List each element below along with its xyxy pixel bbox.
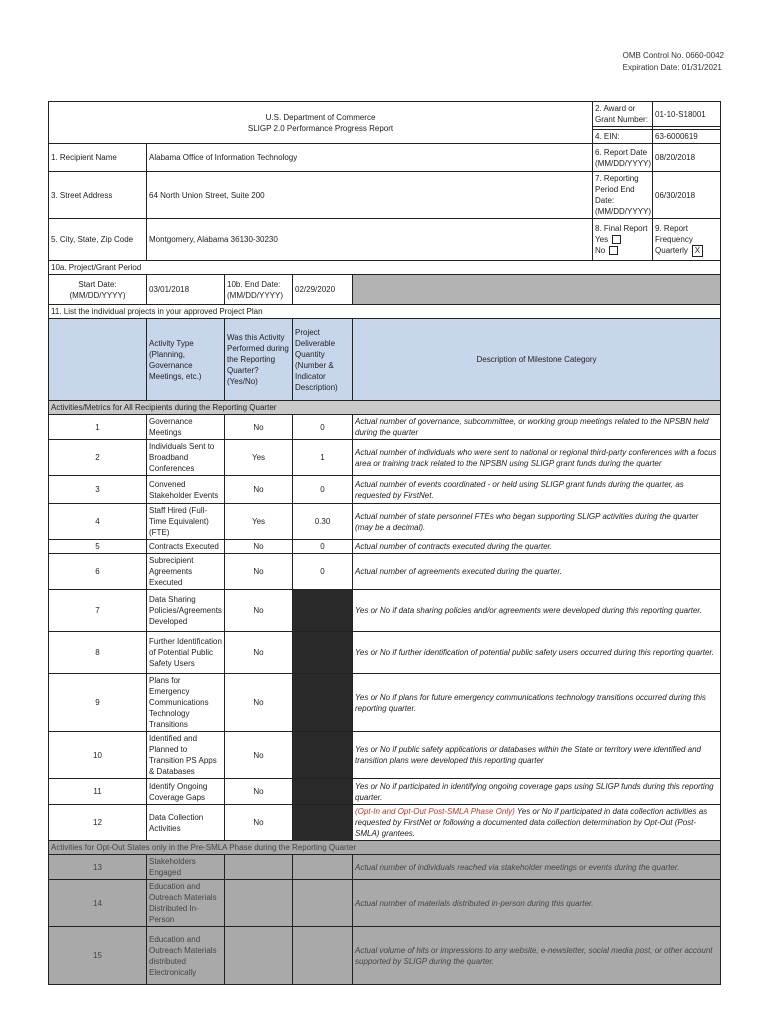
row-number: 11	[49, 779, 147, 805]
start-date-value: 03/01/2018	[147, 275, 225, 305]
final-yes-checkbox[interactable]	[612, 235, 621, 244]
performed-value: No	[225, 476, 293, 504]
frequency-cell	[653, 219, 721, 261]
col-activity-type: Activity Type (Planning, Governance Meetings, etc.)	[147, 319, 225, 401]
table-row	[49, 805, 721, 841]
header-blank	[49, 319, 147, 401]
table-row	[49, 415, 721, 440]
performed-value: No	[225, 732, 293, 779]
quantity-value	[293, 632, 353, 674]
frequency-value: Quarterly	[655, 245, 688, 255]
table-row	[49, 476, 721, 504]
activity-type: Staff Hired (Full-Time Equivalent)(FTE)	[147, 504, 225, 540]
description-text: Actual number of individuals who were sent to national or regional third-party conferences with a focus area or training track related to the NPSBN using SLIGP grant funds during the quarter	[355, 447, 717, 468]
activity-type: Data Sharing Policies/Agreements Developed	[147, 590, 225, 632]
projects-label: 11. List the individual projects in your approved Project Plan	[49, 305, 721, 319]
milestone-description	[353, 674, 721, 732]
description-text: Yes or No if public safety applications or databases within the State or territory were identified and transition plans were developed this reporting quarter	[355, 745, 701, 765]
activity-type: Stakeholders Engaged	[147, 855, 225, 880]
form-header	[49, 102, 593, 144]
row-number: 7	[49, 590, 147, 632]
quantity-value	[293, 779, 353, 805]
performed-value: No	[225, 554, 293, 590]
ein-value: 63-6000619	[653, 130, 721, 144]
quantity-value	[293, 927, 353, 985]
phase-note: (Opt-In and Opt-Out Post-SMLA Phase Only)	[355, 807, 515, 816]
report-title: SLIGP 2.0 Performance Progress Report	[247, 123, 394, 133]
final-report-label: 8. Final Report	[595, 224, 648, 233]
table-row	[49, 590, 721, 632]
quantity-value: 0	[293, 476, 353, 504]
period-label: 10a. Project/Grant Period	[49, 261, 721, 275]
row-number: 4	[49, 504, 147, 540]
frequency-label: 9. Report Frequency	[655, 223, 693, 244]
omb-control-number: OMB Control No. 0660-0042	[622, 51, 724, 60]
description-text: Yes or No if data sharing policies and/or agreements were developed during this reporting quarter.	[355, 606, 703, 615]
award-value: 01-10-S18001	[653, 102, 721, 127]
milestone-description	[353, 504, 721, 540]
activity-type: Individuals Sent to Broadband Conferences	[147, 440, 225, 476]
performed-value: No	[225, 674, 293, 732]
milestone-description	[353, 632, 721, 674]
performed-value: No	[225, 632, 293, 674]
activity-type: Education and Outreach Materials distributed Electronically	[147, 927, 225, 985]
description-text: Yes or No if plans for future emergency communications technology transitions occurred during this reporting quarter.	[355, 692, 706, 713]
milestone-description	[353, 732, 721, 779]
quantity-value	[293, 590, 353, 632]
row-number: 2	[49, 440, 147, 476]
description-text: Yes or No if participated in identifying ongoing coverage gaps using SLIGP funds during this reporting quarter.	[355, 781, 714, 802]
end-date-value: 02/29/2020	[293, 275, 353, 305]
department-name: U.S. Department of Commerce	[265, 112, 376, 122]
ein-label: 4. EIN:	[593, 130, 653, 144]
performed-value: No	[225, 779, 293, 805]
activity-type: Education and Outreach Materials Distributed In-Person	[147, 880, 225, 927]
performed-value: Yes	[225, 440, 293, 476]
recipient-value: Alabama Office of Information Technology	[147, 144, 593, 172]
performed-value	[225, 880, 293, 927]
milestone-description	[353, 779, 721, 805]
table-row	[49, 632, 721, 674]
description-text: Actual number of contracts executed during the quarter.	[355, 542, 553, 551]
recipient-label: 1. Recipient Name	[49, 144, 147, 172]
row-number: 6	[49, 554, 147, 590]
table-row	[49, 779, 721, 805]
final-no-checkbox[interactable]	[609, 246, 618, 255]
end-date-label: 10b. End Date: (MM/DD/YYYY)	[225, 275, 293, 305]
table-row	[49, 540, 721, 554]
quantity-value	[293, 805, 353, 841]
row-number: 5	[49, 540, 147, 554]
progress-report-form	[48, 101, 721, 985]
row-number: 1	[49, 415, 147, 440]
row-number: 9	[49, 674, 147, 732]
quantity-value	[293, 732, 353, 779]
period-end-label: 7. Reporting Period End Date: (MM/DD/YYYY)	[593, 172, 653, 219]
quantity-value: 0.30	[293, 504, 353, 540]
section-all-recipients: Activities/Metrics for All Recipients during the Reporting Quarter	[49, 401, 721, 415]
milestone-description	[353, 540, 721, 554]
quantity-value: 0	[293, 540, 353, 554]
milestone-description	[353, 476, 721, 504]
description-text: Actual number of agreements executed during the quarter.	[355, 567, 562, 576]
table-row	[49, 880, 721, 927]
frequency-checkbox[interactable]: X	[692, 245, 703, 257]
city-value: Montgomery, Alabama 36130-30230	[147, 219, 593, 261]
table-row	[49, 927, 721, 985]
performed-value: No	[225, 805, 293, 841]
milestone-description	[353, 440, 721, 476]
final-yes-label: Yes	[595, 235, 609, 244]
quantity-value	[293, 880, 353, 927]
milestone-description: Actual number of individuals reached via stakeholder meetings or events during the quarter.	[353, 855, 721, 880]
activity-type: Identify Ongoing Coverage Gaps	[147, 779, 225, 805]
milestone-description	[353, 590, 721, 632]
activity-type: Contracts Executed	[147, 540, 225, 554]
col-quantity: Project Deliverable Quantity (Number & Indicator Description)	[293, 319, 353, 401]
start-date-label: Start Date: (MM/DD/YYYY)	[49, 275, 147, 305]
activity-type: Subrecipient Agreements Executed	[147, 554, 225, 590]
description-text: Yes or No if participated in data collection activities as requested by FirstNet or following a documented data collection determination by Opt-Out (Post-SMLA) grantees.	[355, 807, 708, 838]
table-row	[49, 855, 721, 880]
row-number: 3	[49, 476, 147, 504]
milestone-description: Actual number of materials distributed in-person during this quarter.	[353, 880, 721, 927]
description-text: Yes or No if further identification of potential public safety users occurred during this reporting quarter.	[355, 648, 715, 657]
report-date-value: 08/20/2018	[653, 144, 721, 172]
row-number: 15	[49, 927, 147, 985]
section-opt-out: Activities for Opt-Out States only in the Pre-SMLA Phase during the Reporting Quarter	[49, 841, 721, 855]
description-text: Actual number of state personnel FTEs who began supporting SLIGP activities during the quarter (may be a decimal).	[355, 511, 699, 532]
activity-type: Governance Meetings	[147, 415, 225, 440]
table-row	[49, 504, 721, 540]
quantity-value: 1	[293, 440, 353, 476]
activity-type: Convened Stakeholder Events	[147, 476, 225, 504]
description-text: Actual number of events coordinated - or held using SLIGP grant funds during the quarter, as requested by FirstNet.	[355, 479, 684, 500]
final-no-label: No	[595, 246, 606, 255]
quantity-value	[293, 855, 353, 880]
activity-type: Plans for Emergency Communications Technology Transitions	[147, 674, 225, 732]
performed-value	[225, 855, 293, 880]
period-end-value: 06/30/2018	[653, 172, 721, 219]
col-performed: Was this Activity Performed during the Reporting Quarter? (Yes/No)	[225, 319, 293, 401]
table-row	[49, 674, 721, 732]
omb-expiration-date: Expiration Date: 01/31/2021	[622, 63, 722, 72]
row-number: 8	[49, 632, 147, 674]
milestone-description	[353, 415, 721, 440]
description-text: Actual number of governance, subcommittee, or working group meetings related to the NPSBN held during the quarter	[355, 417, 709, 437]
street-value: 64 North Union Street, Suite 200	[147, 172, 593, 219]
table-row	[49, 554, 721, 590]
city-label: 5. City, State, Zip Code	[49, 219, 147, 261]
milestone-description	[353, 805, 721, 841]
row-number: 12	[49, 805, 147, 841]
row-number: 13	[49, 855, 147, 880]
performed-value: Yes	[225, 504, 293, 540]
final-report-cell	[593, 219, 653, 261]
optout-rows	[49, 855, 721, 985]
table-row	[49, 440, 721, 476]
activity-rows	[49, 415, 721, 841]
shaded-cell	[353, 275, 721, 305]
quantity-value	[293, 674, 353, 732]
col-description: Description of Milestone Category	[353, 319, 721, 401]
award-label: 2. Award or Grant Number:	[593, 102, 653, 127]
street-label: 3. Street Address	[49, 172, 147, 219]
row-number: 14	[49, 880, 147, 927]
performed-value	[225, 927, 293, 985]
row-number: 10	[49, 732, 147, 779]
omb-block	[623, 50, 724, 74]
report-date-label: 6. Report Date (MM/DD/YYYY)	[593, 144, 653, 172]
activity-type: Data Collection Activities	[147, 805, 225, 841]
performed-value: No	[225, 540, 293, 554]
milestone-description	[353, 554, 721, 590]
performed-value: No	[225, 415, 293, 440]
performed-value: No	[225, 590, 293, 632]
activity-type: Further Identification of Potential Public Safety Users	[147, 632, 225, 674]
activity-type: Identified and Planned to Transition PS Apps & Databases	[147, 732, 225, 779]
quantity-value: 0	[293, 554, 353, 590]
milestone-description: Actual volume of hits or impressions to any website, e-newsletter, social media post, or other account supported by SLIGP during the quarter.	[353, 927, 721, 985]
quantity-value: 0	[293, 415, 353, 440]
table-row	[49, 732, 721, 779]
